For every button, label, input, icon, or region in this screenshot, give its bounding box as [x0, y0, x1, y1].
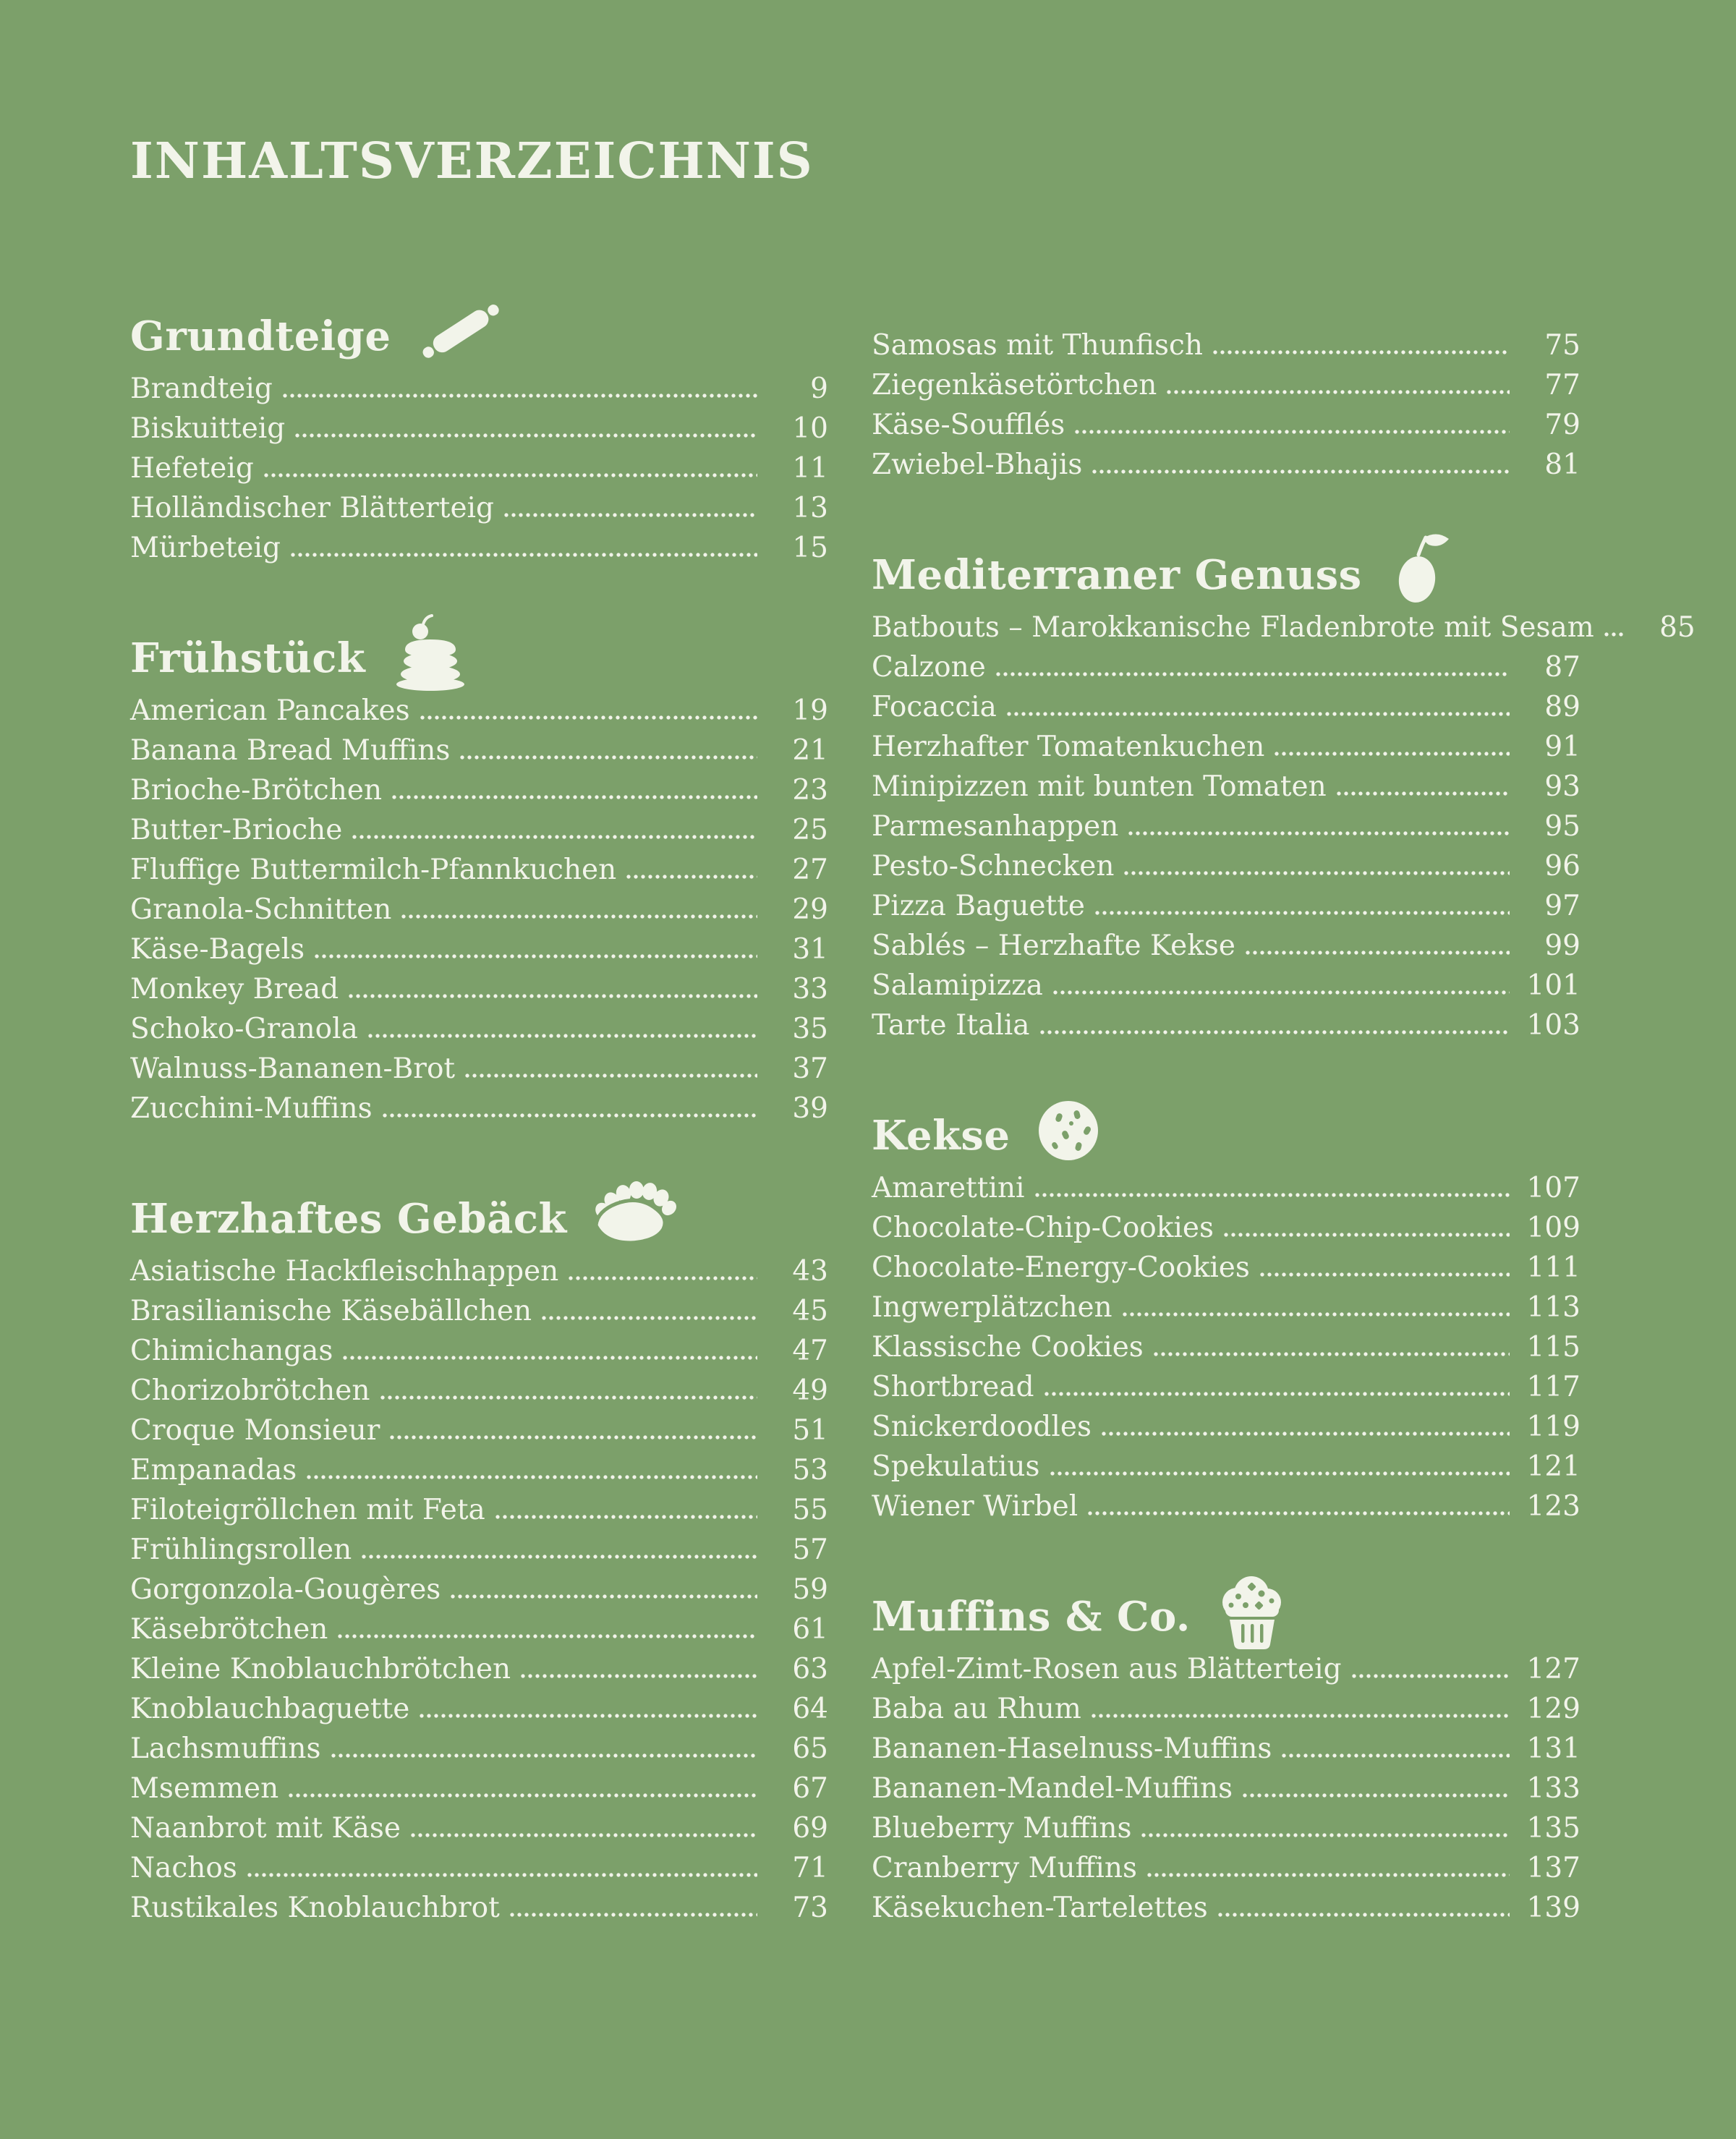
dot-leader — [1052, 966, 1510, 1005]
entry-page-number: 139 — [1526, 1892, 1580, 1924]
entry-page-number: 99 — [1544, 930, 1580, 962]
dot-leader — [379, 1371, 758, 1411]
dot-leader — [1241, 1769, 1510, 1808]
section-title: Frühstück — [130, 634, 366, 682]
toc-entry — [130, 1251, 828, 1291]
toc-entry — [130, 810, 828, 850]
dot-leader — [418, 1689, 757, 1729]
entry-label: Chimichangas — [130, 1335, 333, 1367]
toc-entry — [130, 691, 828, 731]
pancakes-icon — [387, 628, 472, 679]
entry-label: Minipizzen mit bunten Tomaten — [872, 770, 1327, 803]
entry-page-number: 51 — [792, 1414, 828, 1447]
dot-leader — [400, 890, 757, 930]
toc-entry — [130, 969, 828, 1009]
toc-entry — [872, 1729, 1580, 1769]
entry-page-number: 47 — [792, 1335, 828, 1367]
entry-label: Apfel-Zimt-Rosen aus Blätterteig — [872, 1653, 1342, 1685]
entry-label: Filoteigröllchen mit Feta — [130, 1494, 485, 1526]
section-title: Mediterraner Genuss — [872, 551, 1362, 599]
entry-label: Ingwerplätzchen — [872, 1291, 1112, 1324]
entry-label: Ziegenkäsetörtchen — [872, 369, 1157, 401]
entry-label: Snickerdoodles — [872, 1411, 1092, 1443]
entry-label: Tarte Italia — [872, 1009, 1030, 1042]
toc-section-herzhaftes-gebaeck — [130, 1194, 828, 1928]
dot-leader — [263, 448, 757, 488]
dot-leader — [1273, 727, 1510, 767]
dot-leader — [1100, 1407, 1510, 1447]
toc-entry — [130, 1089, 828, 1128]
section-heading — [872, 1110, 1580, 1161]
entry-label: Wiener Wirbel — [872, 1490, 1078, 1523]
entry-page-number: 57 — [792, 1534, 828, 1566]
dot-leader — [287, 1769, 757, 1808]
entry-label: Kleine Knoblauchbrötchen — [130, 1653, 511, 1685]
entry-label: Zwiebel-Bhajis — [872, 448, 1083, 481]
toc-entry — [872, 1367, 1580, 1407]
entry-page-number: 63 — [792, 1653, 828, 1685]
toc-entry — [872, 647, 1580, 687]
entry-page-number: 13 — [792, 492, 828, 524]
entry-label: Mürbeteig — [130, 532, 281, 564]
dot-leader — [459, 731, 757, 770]
dot-leader — [1244, 926, 1510, 966]
dot-leader — [540, 1291, 757, 1331]
section-title: Herzhaftes Gebäck — [130, 1195, 567, 1243]
dot-leader — [1350, 1649, 1510, 1689]
entry-label: Käse-Bagels — [130, 933, 305, 966]
dot-leader — [464, 1049, 757, 1089]
dot-leader — [313, 930, 757, 969]
entry-label: Monkey Bread — [130, 973, 339, 1005]
dot-leader — [1146, 1848, 1510, 1888]
entry-page-number: 15 — [792, 532, 828, 564]
entry-page-number: 45 — [792, 1295, 828, 1327]
entry-label: Batbouts – Marokkanische Fladenbrote mit Sesam — [872, 611, 1594, 644]
entry-label: Biskuitteig — [130, 412, 286, 445]
toc-entry — [872, 608, 1695, 647]
dot-leader — [294, 409, 757, 448]
dot-leader — [1152, 1327, 1510, 1367]
entry-label: Brasilianische Käsebällchen — [130, 1295, 532, 1327]
dot-leader — [1217, 1888, 1510, 1928]
toc-entry — [872, 1888, 1580, 1928]
dot-leader — [494, 1490, 757, 1530]
entry-page-number: 129 — [1526, 1693, 1580, 1725]
entry-page-number: 31 — [792, 933, 828, 966]
entry-page-number: 89 — [1544, 691, 1580, 723]
entry-label: Amarettini — [872, 1172, 1025, 1204]
entry-page-number: 43 — [792, 1255, 828, 1288]
toc-entry — [130, 731, 828, 770]
entry-page-number: 85 — [1659, 611, 1695, 644]
section-heading — [872, 550, 1580, 600]
dot-leader — [1335, 767, 1510, 807]
toc-entry — [130, 1490, 828, 1530]
entry-page-number: 65 — [792, 1732, 828, 1765]
entry-page-number: 49 — [792, 1374, 828, 1407]
entry-page-number: 81 — [1544, 448, 1580, 481]
dot-leader — [1049, 1447, 1510, 1487]
toc-section-mediterraner-genuss — [872, 550, 1695, 1045]
toc-entry — [130, 1808, 828, 1848]
entry-label: Frühlingsrollen — [130, 1534, 352, 1566]
entry-label: Shortbread — [872, 1371, 1034, 1403]
toc-column-left — [130, 311, 828, 1928]
toc-entry — [130, 369, 828, 409]
toc-entry — [872, 1487, 1580, 1526]
toc-entry — [130, 528, 828, 568]
entry-label: Gorgonzola-Gougères — [130, 1573, 441, 1606]
entry-page-number: 33 — [792, 973, 828, 1005]
toc-entry — [872, 767, 1580, 807]
toc-entry — [872, 886, 1580, 926]
toc-entry — [130, 1450, 828, 1490]
entry-label: Pesto-Schnecken — [872, 850, 1115, 883]
toc-section-fruehstueck — [130, 633, 828, 1128]
entry-page-number: 101 — [1526, 969, 1580, 1002]
entry-label: Bananen-Mandel-Muffins — [872, 1772, 1233, 1805]
entry-page-number: 135 — [1526, 1812, 1580, 1845]
dot-leader — [449, 1570, 757, 1609]
section-heading — [130, 633, 828, 684]
toc-section-herzhaftes-gebaeck-fortsetzung — [872, 326, 1580, 485]
toc-entry — [872, 1208, 1580, 1248]
entry-page-number: 9 — [810, 373, 828, 405]
entry-page-number: 10 — [792, 412, 828, 445]
entry-label: Bananen-Haselnuss-Muffins — [872, 1732, 1272, 1765]
toc-entry — [130, 1729, 828, 1769]
section-title: Kekse — [872, 1112, 1010, 1160]
dot-leader — [1043, 1367, 1510, 1407]
entry-page-number: 27 — [792, 854, 828, 886]
toc-entry — [872, 1407, 1580, 1447]
toc-section-kekse — [872, 1110, 1580, 1526]
entry-label: Asiatische Hackfleischhappen — [130, 1255, 559, 1288]
entry-label: Cranberry Muffins — [872, 1852, 1137, 1884]
entry-page-number: 67 — [792, 1772, 828, 1805]
section-heading — [130, 1194, 828, 1244]
dot-leader — [419, 691, 757, 731]
dot-leader — [1603, 608, 1625, 647]
dot-leader — [409, 1808, 757, 1848]
section-title: Muffins & Co. — [872, 1593, 1191, 1641]
dot-leader — [1222, 1208, 1510, 1248]
toc-entry — [130, 448, 828, 488]
entry-label: Herzhafter Tomatenkuchen — [872, 731, 1265, 763]
toc-entry — [130, 1689, 828, 1729]
entry-label: Käse-Soufflés — [872, 409, 1065, 441]
toc-entry — [872, 687, 1580, 727]
dot-leader — [289, 528, 757, 568]
empanada-icon — [589, 1188, 677, 1239]
entry-label: Nachos — [130, 1852, 237, 1884]
dot-leader — [503, 488, 757, 528]
dot-leader — [336, 1609, 757, 1649]
toc-entry — [130, 1411, 828, 1450]
dot-leader — [351, 810, 757, 850]
toc-entry — [130, 1530, 828, 1570]
dot-leader — [246, 1848, 757, 1888]
dot-leader — [1094, 886, 1510, 926]
dot-leader — [367, 1009, 757, 1049]
entry-label: Focaccia — [872, 691, 997, 723]
toc-entry — [872, 846, 1580, 886]
entry-label: Spekulatius — [872, 1450, 1040, 1483]
entry-page-number: 35 — [792, 1013, 828, 1045]
section-heading — [130, 311, 828, 362]
toc-entry — [872, 1808, 1580, 1848]
dot-leader — [1086, 1487, 1510, 1526]
muffin-icon — [1212, 1586, 1288, 1637]
entry-page-number: 133 — [1526, 1772, 1580, 1805]
dot-leader — [381, 1089, 757, 1128]
toc-entry — [130, 1371, 828, 1411]
toc-entry — [130, 1649, 828, 1689]
toc-entry — [872, 1769, 1580, 1808]
cookie-icon — [1032, 1105, 1105, 1156]
entry-label: American Pancakes — [130, 694, 410, 727]
entry-label: Holländischer Blätterteig — [130, 492, 494, 524]
entry-label: Blueberry Muffins — [872, 1812, 1132, 1845]
dot-leader — [625, 850, 757, 890]
toc-entry — [872, 1005, 1580, 1045]
entry-page-number: 131 — [1526, 1732, 1580, 1765]
toc-entry — [872, 365, 1580, 405]
dot-leader — [1121, 1288, 1510, 1327]
toc-entry — [872, 326, 1580, 365]
entry-page-number: 69 — [792, 1812, 828, 1845]
entry-label: Chocolate-Energy-Cookies — [872, 1251, 1250, 1284]
entry-label: Croque Monsieur — [130, 1414, 380, 1447]
dot-leader — [1090, 1689, 1510, 1729]
entry-page-number: 59 — [792, 1573, 828, 1606]
toc-column-right — [872, 311, 1695, 1928]
toc-entry — [872, 926, 1580, 966]
entry-label: Zucchini-Muffins — [130, 1092, 373, 1125]
entry-label: Fluffige Buttermilch-Pfannkuchen — [130, 854, 617, 886]
olive-icon — [1384, 545, 1453, 595]
entry-label: Pizza Baguette — [872, 890, 1085, 922]
dot-leader — [1034, 1168, 1510, 1208]
toc-entry — [130, 409, 828, 448]
dot-leader — [519, 1649, 757, 1689]
entry-label: Hefeteig — [130, 452, 254, 485]
entry-page-number: 64 — [792, 1693, 828, 1725]
entry-label: Salamipizza — [872, 969, 1043, 1002]
dot-leader — [1005, 687, 1510, 727]
entry-page-number: 113 — [1526, 1291, 1580, 1324]
entry-page-number: 19 — [792, 694, 828, 727]
entry-label: Empanadas — [130, 1454, 297, 1487]
entry-page-number: 11 — [792, 452, 828, 485]
toc-columns — [130, 311, 1695, 1928]
dot-leader — [1280, 1729, 1510, 1769]
toc-entry — [130, 1291, 828, 1331]
dot-leader — [391, 770, 757, 810]
section-title: Grundteige — [130, 312, 391, 360]
entry-label: Calzone — [872, 651, 986, 684]
entry-page-number: 97 — [1544, 890, 1580, 922]
toc-entry — [872, 807, 1580, 846]
entry-label: Msemmen — [130, 1772, 279, 1805]
entry-page-number: 123 — [1526, 1490, 1580, 1523]
dot-leader — [305, 1450, 757, 1490]
entry-page-number: 79 — [1544, 409, 1580, 441]
dot-leader — [1212, 326, 1510, 365]
toc-entry — [130, 1769, 828, 1808]
toc-entry — [130, 930, 828, 969]
toc-entry — [872, 1248, 1580, 1288]
toc-entry — [130, 1609, 828, 1649]
dot-leader — [1039, 1005, 1510, 1045]
toc-entry — [130, 1570, 828, 1609]
entry-label: Parmesanhappen — [872, 810, 1119, 843]
entry-label: Käsebrötchen — [130, 1613, 328, 1646]
entry-page-number: 93 — [1544, 770, 1580, 803]
toc-entry — [872, 1649, 1580, 1689]
dot-leader — [509, 1888, 757, 1928]
dot-leader — [1259, 1248, 1510, 1288]
entry-label: Granola-Schnitten — [130, 893, 392, 926]
toc-entry — [872, 1168, 1580, 1208]
toc-entry — [130, 770, 828, 810]
entry-page-number: 29 — [792, 893, 828, 926]
toc-section-grundteige — [130, 311, 828, 568]
entry-page-number: 121 — [1526, 1450, 1580, 1483]
entry-page-number: 96 — [1544, 850, 1580, 883]
entry-label: Rustikales Knoblauchbrot — [130, 1892, 500, 1924]
entry-page-number: 91 — [1544, 731, 1580, 763]
toc-entry — [872, 1689, 1580, 1729]
dot-leader — [281, 369, 757, 409]
toc-entry — [872, 445, 1580, 485]
entry-page-number: 103 — [1526, 1009, 1580, 1042]
entry-page-number: 111 — [1526, 1251, 1580, 1284]
entry-label: Käsekuchen-Tartelettes — [872, 1892, 1208, 1924]
dot-leader — [567, 1251, 757, 1291]
dot-leader — [1073, 405, 1510, 445]
toc-entry — [130, 890, 828, 930]
entry-label: Banana Bread Muffins — [130, 734, 451, 767]
toc-entry — [872, 1447, 1580, 1487]
toc-entry — [872, 405, 1580, 445]
entry-page-number: 73 — [792, 1892, 828, 1924]
toc-entry — [872, 966, 1580, 1005]
dot-leader — [330, 1729, 757, 1769]
entry-label: Chocolate-Chip-Cookies — [872, 1212, 1214, 1244]
toc-section-muffins-und-co — [872, 1591, 1580, 1928]
dot-leader — [1140, 1808, 1510, 1848]
entry-label: Chorizobrötchen — [130, 1374, 370, 1407]
entry-page-number: 117 — [1526, 1371, 1580, 1403]
entry-page-number: 119 — [1526, 1411, 1580, 1443]
entry-page-number: 55 — [792, 1494, 828, 1526]
entry-page-number: 107 — [1526, 1172, 1580, 1204]
toc-entry — [130, 850, 828, 890]
page-title: INHALTSVERZEICHNIS — [130, 132, 814, 190]
toc-entry — [130, 1331, 828, 1371]
toc-entry — [130, 488, 828, 528]
entry-page-number: 77 — [1544, 369, 1580, 401]
entry-label: Walnuss-Bananen-Brot — [130, 1053, 456, 1085]
toc-entry — [872, 1848, 1580, 1888]
rolling-pin-icon — [412, 306, 508, 357]
entry-page-number: 115 — [1526, 1331, 1580, 1364]
dot-leader — [1127, 807, 1510, 846]
entry-page-number: 87 — [1544, 651, 1580, 684]
entry-page-number: 53 — [792, 1454, 828, 1487]
toc-entry — [130, 1848, 828, 1888]
toc-entry — [872, 727, 1580, 767]
entry-page-number: 137 — [1526, 1852, 1580, 1884]
entry-page-number: 25 — [792, 814, 828, 846]
entry-page-number: 23 — [792, 774, 828, 807]
toc-entry — [872, 1288, 1580, 1327]
entry-label: Klassische Cookies — [872, 1331, 1144, 1364]
toc-entry — [130, 1049, 828, 1089]
dot-leader — [341, 1331, 757, 1371]
entry-page-number: 127 — [1526, 1653, 1580, 1685]
entry-label: Butter-Brioche — [130, 814, 343, 846]
entry-page-number: 75 — [1544, 329, 1580, 362]
dot-leader — [388, 1411, 757, 1450]
entry-label: Samosas mit Thunfisch — [872, 329, 1203, 362]
entry-label: Brandteig — [130, 373, 273, 405]
entry-label: Naanbrot mit Käse — [130, 1812, 401, 1845]
dot-leader — [1123, 846, 1510, 886]
entry-page-number: 21 — [792, 734, 828, 767]
dot-leader — [995, 647, 1510, 687]
entry-label: Baba au Rhum — [872, 1693, 1081, 1725]
entry-page-number: 37 — [792, 1053, 828, 1085]
entry-page-number: 39 — [792, 1092, 828, 1125]
toc-entry — [130, 1009, 828, 1049]
entry-label: Schoko-Granola — [130, 1013, 358, 1045]
dot-leader — [360, 1530, 757, 1570]
entry-page-number: 95 — [1544, 810, 1580, 843]
entry-label: Lachsmuffins — [130, 1732, 321, 1765]
entry-label: Brioche-Brötchen — [130, 774, 383, 807]
entry-label: Knoblauchbaguette — [130, 1693, 410, 1725]
dot-leader — [1091, 445, 1510, 485]
toc-entry — [130, 1888, 828, 1928]
section-heading — [872, 1591, 1580, 1642]
dot-leader — [1165, 365, 1510, 405]
dot-leader — [347, 969, 757, 1009]
entry-label: Sablés – Herzhafte Kekse — [872, 930, 1235, 962]
entry-page-number: 109 — [1526, 1212, 1580, 1244]
toc-entry — [872, 1327, 1580, 1367]
entry-page-number: 61 — [792, 1613, 828, 1646]
entry-page-number: 71 — [792, 1852, 828, 1884]
